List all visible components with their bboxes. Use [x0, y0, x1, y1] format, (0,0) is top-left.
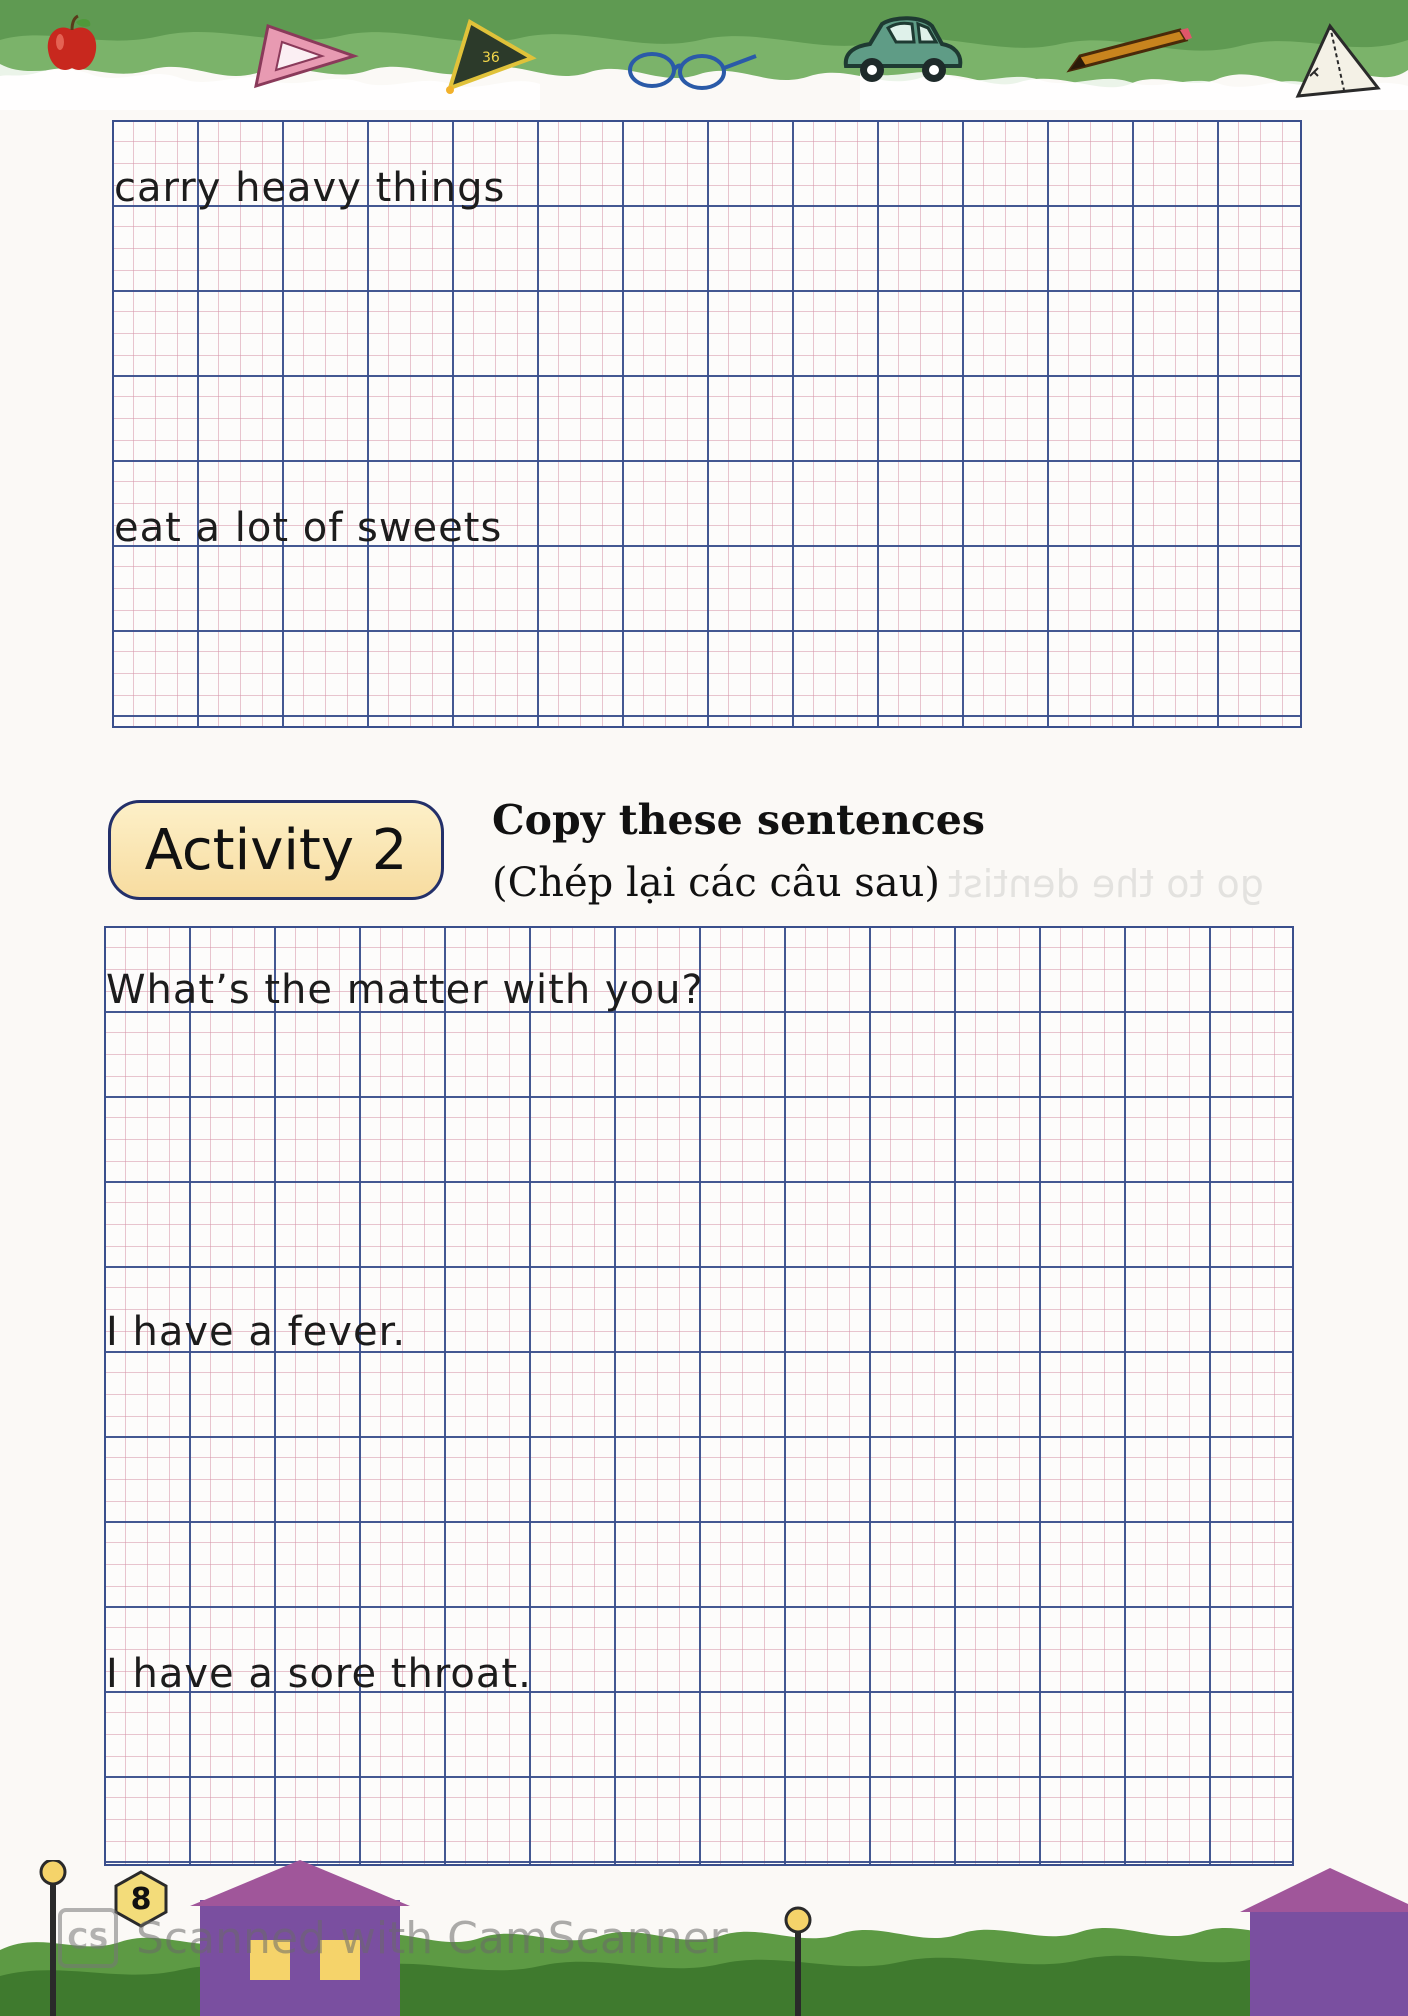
camscanner-logo: CS: [58, 1908, 118, 1968]
set-square-icon: [250, 20, 360, 92]
pyramid-icon: [1290, 18, 1386, 102]
bleed-through-text: go to the dentist: [948, 862, 1264, 906]
activity-label-badge: Activity 2: [108, 800, 444, 900]
vocab-phrase-2: eat a lot of sweets: [114, 505, 503, 551]
sentence-2: I have a fever.: [106, 1309, 407, 1355]
vocab-phrase-1: carry heavy things: [114, 165, 506, 211]
pencil-icon: [1064, 26, 1194, 76]
page-number: 8: [130, 1881, 152, 1917]
camscanner-watermark: [58, 1906, 728, 1970]
eyeglasses-icon: [620, 44, 760, 94]
instruction-english: Copy these sentences: [492, 796, 985, 844]
writing-grid-vocabulary: [112, 120, 1302, 728]
svg-text:36: 36: [482, 50, 500, 66]
car-icon: [836, 12, 966, 92]
sentence-3: I have a sore throat.: [106, 1651, 532, 1697]
instruction-vietnamese: (Chép lại các câu sau): [492, 860, 940, 906]
watermark-text: Scanned with CamScanner: [136, 1912, 728, 1964]
apple-icon: [40, 12, 104, 76]
writing-grid-sentences: [104, 926, 1294, 1866]
triangle-flag-icon: [440, 8, 540, 98]
sentence-1: What’s the matter with you?: [106, 967, 704, 1013]
